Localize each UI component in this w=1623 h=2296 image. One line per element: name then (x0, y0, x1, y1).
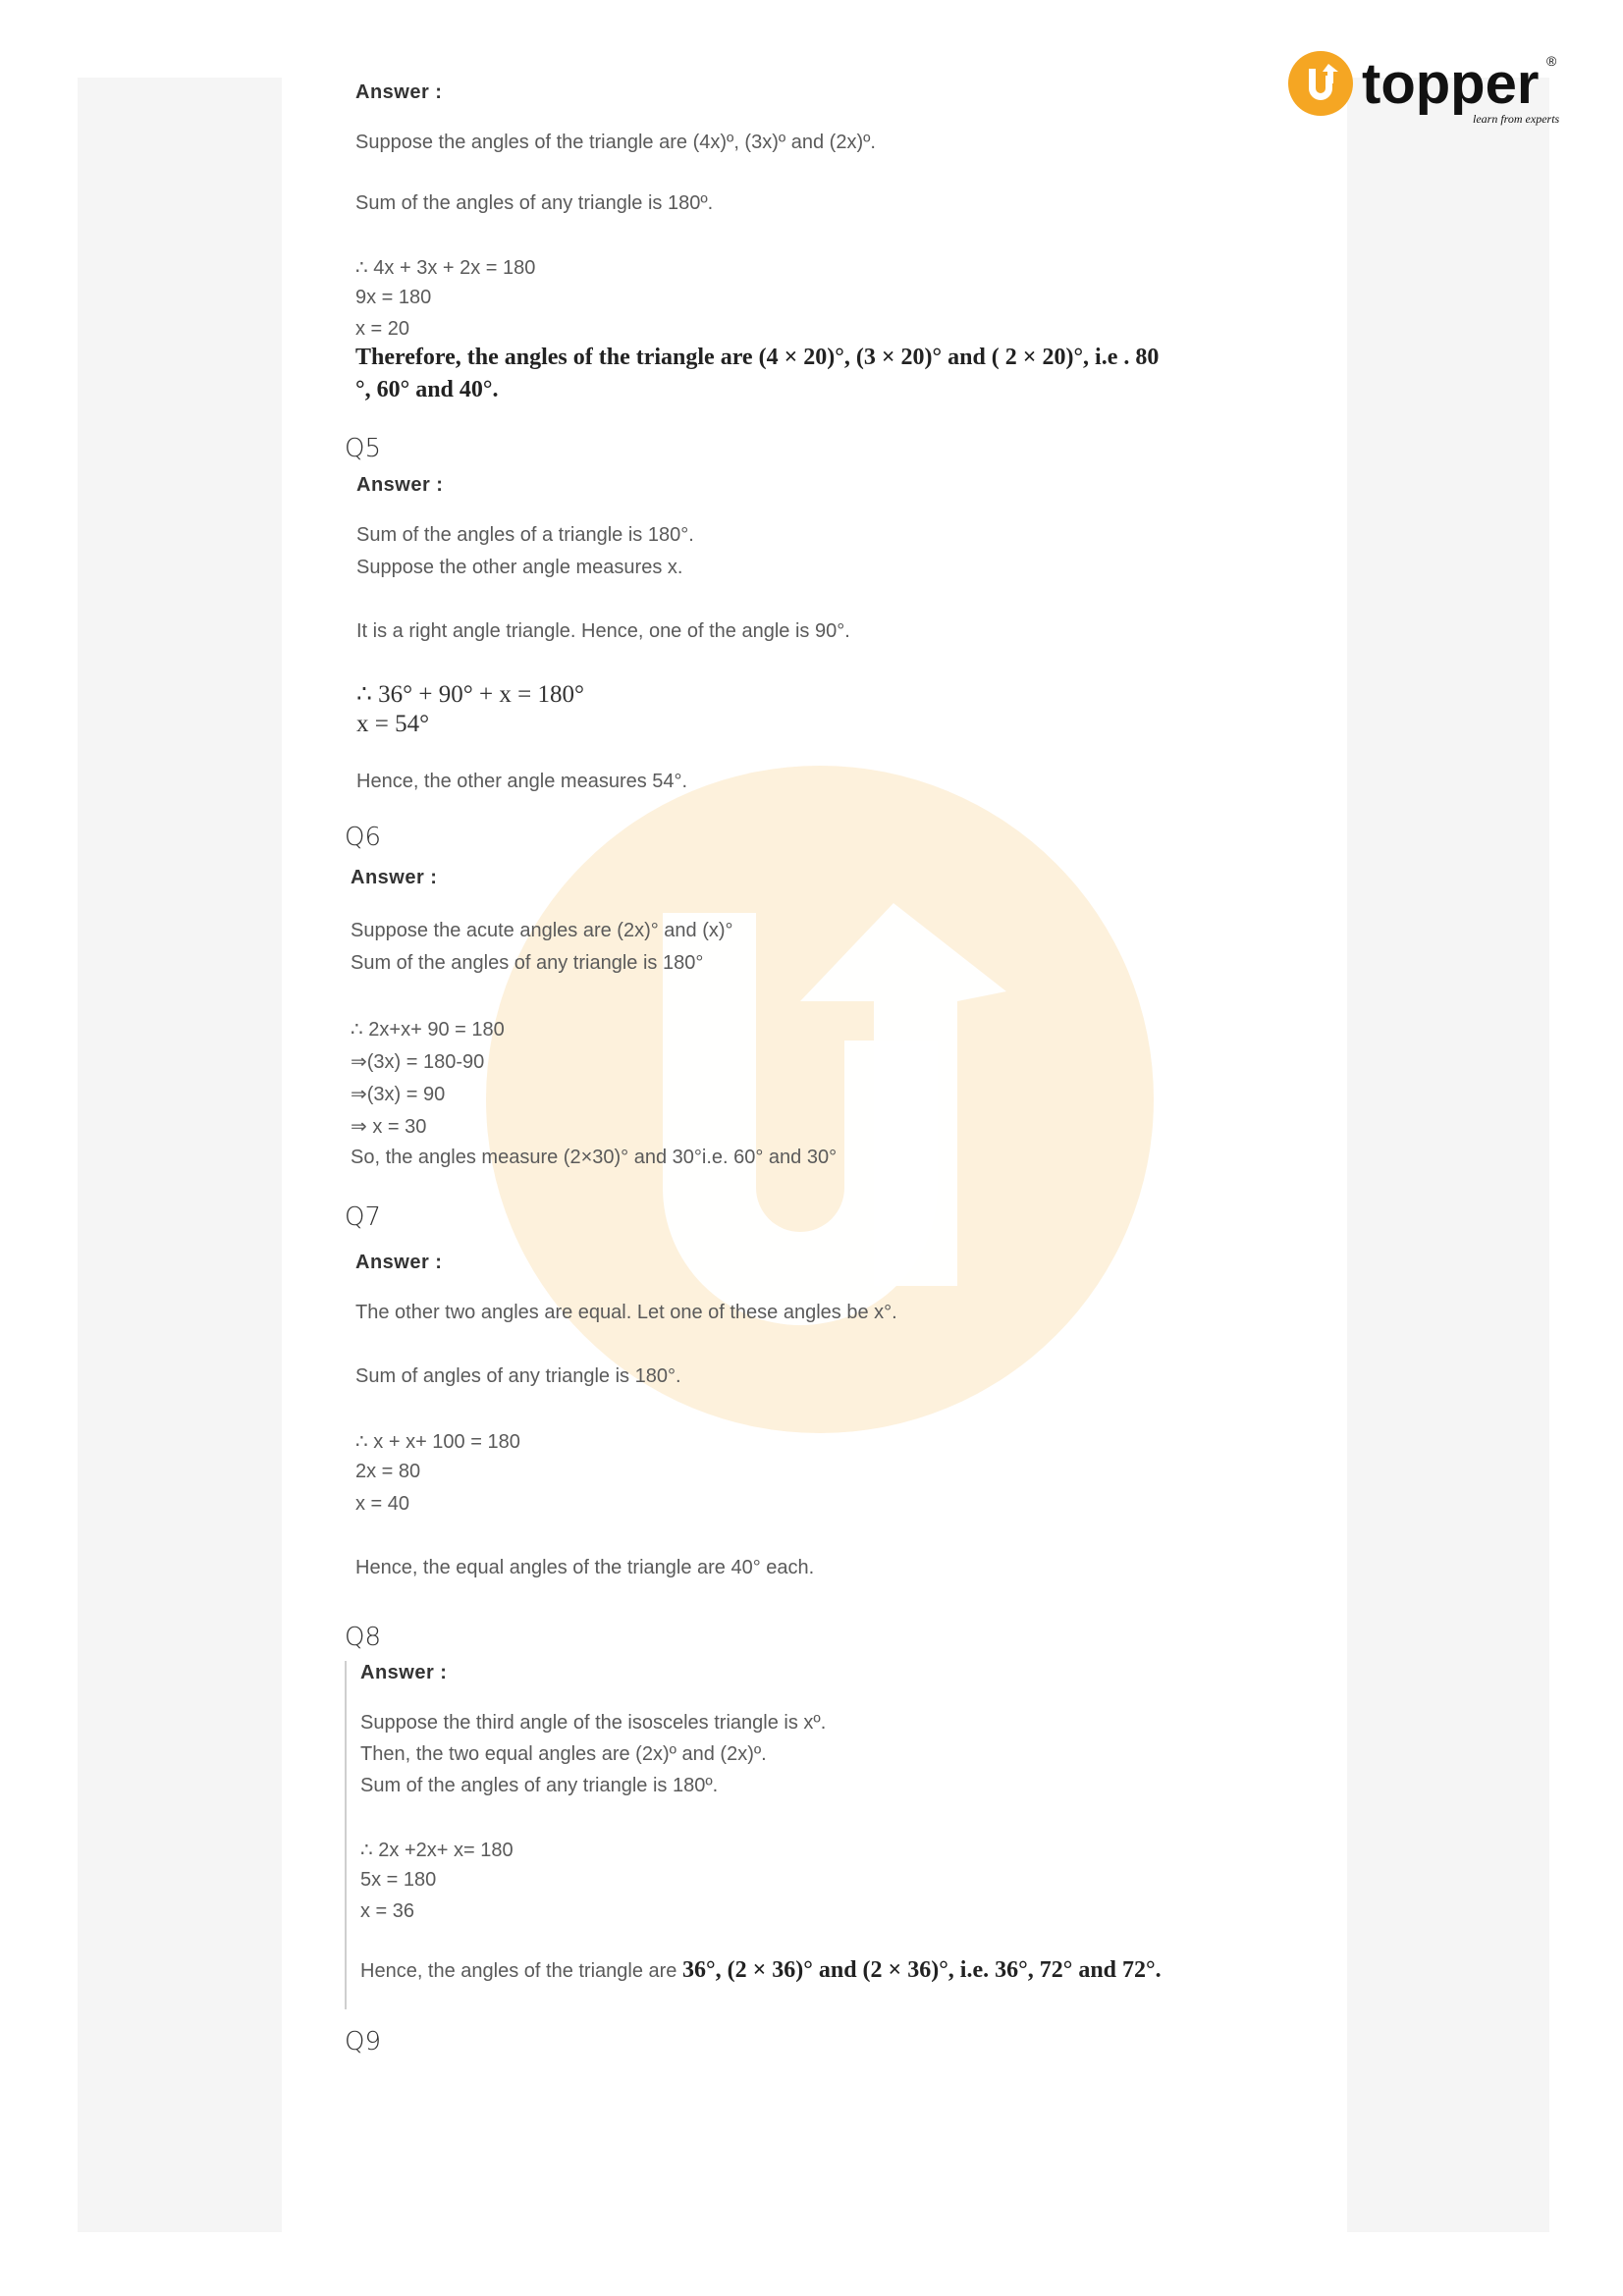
q8-line-7 (360, 1957, 1162, 1984)
q4-line-7: °, 60° and 40°. (355, 377, 499, 402)
q7-line-2: Sum of angles of any triangle is 180°. (355, 1365, 681, 1387)
q7-line-6: Hence, the equal angles of the triangle are 40° each. (355, 1557, 815, 1578)
q7-answer-label: Answer : (355, 1252, 443, 1273)
q7-line-3: ∴ x + x+ 100 = 180 (355, 1431, 520, 1453)
q7-line-4: 2x = 80 (355, 1461, 421, 1482)
q4-answer-label: Answer : (355, 81, 443, 103)
q6-line-2: Sum of the angles of any triangle is 180° (351, 952, 704, 974)
q6-line-6: ⇒ x = 30 (351, 1116, 427, 1138)
q4-line-3: ∴ 4x + 3x + 2x = 180 (355, 257, 536, 279)
q5-line-3: It is a right angle triangle. Hence, one of the angle is 90°. (356, 620, 850, 642)
q6-line-3: ∴ 2x+x+ 90 = 180 (351, 1019, 505, 1041)
q8-line-5: 5x = 180 (360, 1869, 437, 1891)
logo-badge-icon (1288, 51, 1353, 116)
q8-blockquote-bar (345, 1661, 347, 2009)
q4-line-6: Therefore, the angles of the triangle are (4 × 20)°, (3 × 20)° and ( 2 × 20)°, i.e . 80 (355, 345, 1160, 370)
q8-line-6: x = 36 (360, 1900, 415, 1922)
q4-line-2: Sum of the angles of any triangle is 180º. (355, 192, 714, 214)
q6-line-1: Suppose the acute angles are (2x)° and (x)° (351, 920, 733, 941)
q5-line-5: x = 54° (356, 711, 430, 737)
q8-answer-label: Answer : (360, 1662, 448, 1683)
q8-line-7-math: 36°, (2 × 36)° and (2 × 36)°, i.e. 36°, 72° and 72°. (682, 1957, 1162, 1983)
right-margin-panel (1347, 78, 1549, 2232)
q5-line-4: ∴ 36° + 90° + x = 180° (356, 681, 584, 708)
q8-line-4: ∴ 2x +2x+ x= 180 (360, 1840, 514, 1861)
logo-tagline: learn from experts (1473, 112, 1560, 126)
topper-logo (1281, 44, 1566, 133)
q6-label: Q6 (345, 823, 382, 852)
logo-wordmark: topper (1362, 52, 1540, 116)
q4-line-4: 9x = 180 (355, 287, 432, 308)
q9-label: Q9 (345, 2027, 382, 2056)
left-margin-panel (78, 78, 282, 2232)
q8-line-3: Sum of the angles of any triangle is 180º. (360, 1775, 719, 1796)
q5-label: Q5 (345, 434, 382, 463)
q7-line-5: x = 40 (355, 1493, 410, 1515)
q5-answer-label: Answer : (356, 474, 444, 496)
q8-line-2: Then, the two equal angles are (2x)º and (2x)º. (360, 1743, 767, 1765)
q6-line-7: So, the angles measure (2×30)° and 30°i.e. 60° and 30° (351, 1147, 838, 1168)
q8-line-7-text: Hence, the angles of the triangle are (360, 1960, 682, 1982)
q7-label: Q7 (345, 1202, 382, 1232)
q4-line-5: x = 20 (355, 318, 410, 340)
topper-watermark-icon (486, 766, 1154, 1433)
logo-registered-mark: ® (1546, 53, 1557, 69)
q5-line-2: Suppose the other angle measures x. (356, 557, 683, 578)
q4-line-1: Suppose the angles of the triangle are (4x)º, (3x)º and (2x)º. (355, 132, 876, 153)
q6-answer-label: Answer : (351, 867, 438, 888)
q7-line-1: The other two angles are equal. Let one of these angles be x°. (355, 1302, 897, 1323)
q6-line-5: ⇒(3x) = 90 (351, 1084, 446, 1105)
q5-line-6: Hence, the other angle measures 54°. (356, 771, 688, 792)
q8-line-1: Suppose the third angle of the isosceles triangle is xº. (360, 1712, 827, 1734)
q6-line-4: ⇒(3x) = 180-90 (351, 1051, 485, 1073)
q5-line-1: Sum of the angles of a triangle is 180°. (356, 524, 694, 546)
q8-label: Q8 (345, 1623, 382, 1652)
